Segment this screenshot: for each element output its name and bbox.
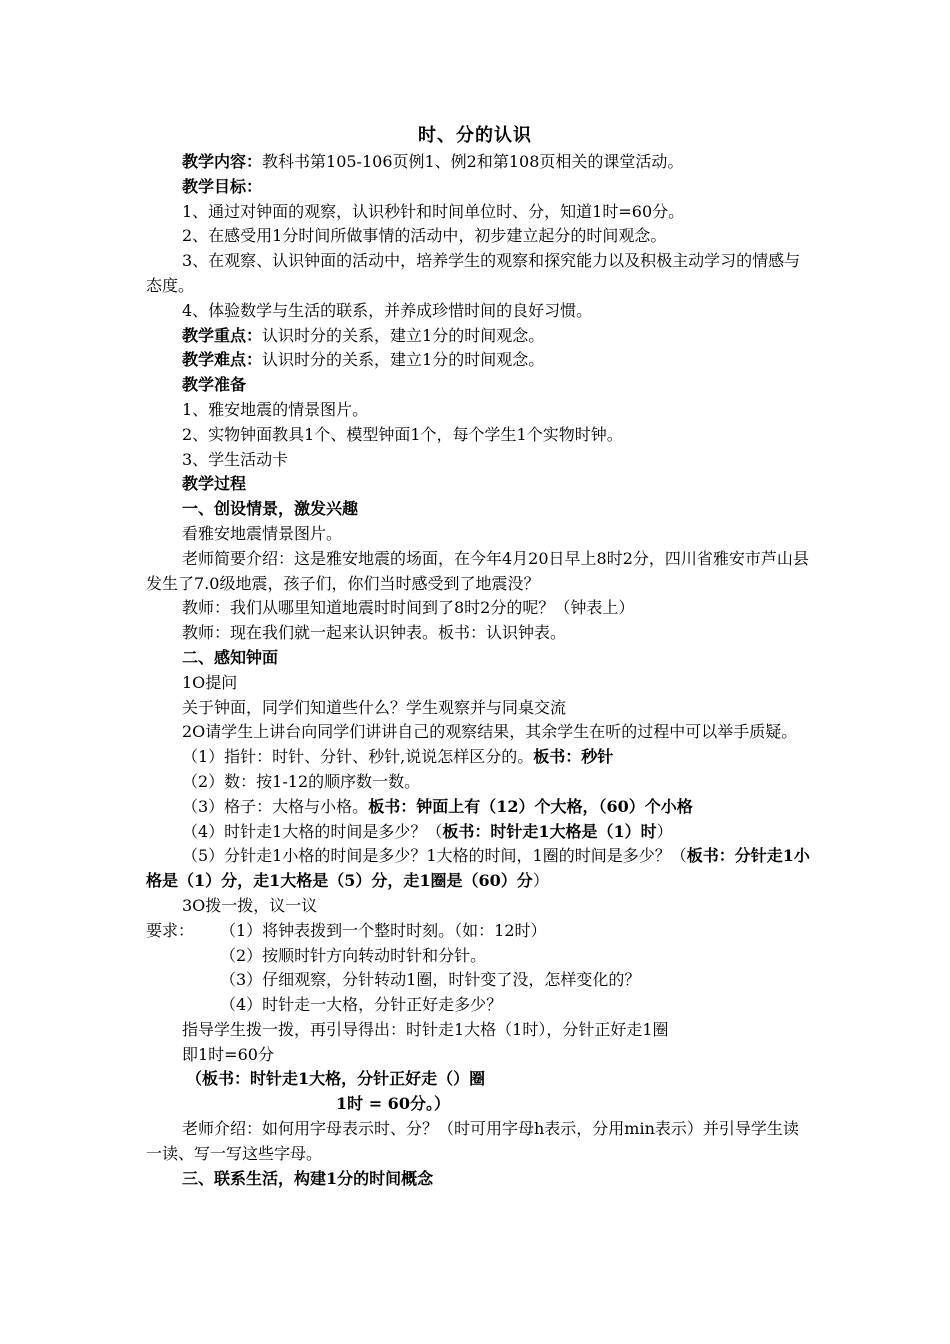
list-item: （4）时针走1大格的时间是多少？（板书：时针走1大格是（1）时） (182, 821, 673, 841)
process-heading: 教学过程 (182, 474, 247, 494)
requirement-label: 要求： (146, 920, 195, 940)
section-heading: 二、感知钟面 (182, 647, 279, 667)
teaching-content-text: 教科书第105-106页例1、例2和第108页相关的课堂活动。 (262, 152, 684, 171)
list-item: （3）格子：大格与小格。板书：钟面上有（12）个大格，（60）个小格 (182, 796, 693, 816)
paragraph: 教师：现在我们就一起来认识钟表。板书：认识钟表。 (182, 623, 567, 643)
document-body (146, 150, 814, 1191)
difficulty-label: 教学难点： (182, 350, 263, 370)
section-heading: 一、创设情景，激发兴趣 (182, 499, 359, 519)
requirement: 要求： （1）将钟表拨到一个整时时刻。（如：12时） (146, 919, 814, 944)
paragraph: 3O拨一拨，议一议 (182, 895, 318, 915)
key-point (146, 324, 814, 349)
board-note: 板书：秒针 (533, 747, 614, 767)
objective-item: 1、通过对钟面的观察，认识秒针和时间单位时、分，知道1时=60分。 (182, 201, 685, 221)
preparation-item: 3、学生活动卡 (182, 449, 289, 469)
teaching-content-label: 教学内容： (182, 152, 263, 171)
preparation-item: 2、实物钟面教具1个、模型钟面1个，每个学生1个实物时钟。 (182, 424, 623, 444)
paragraph: 2O请学生上讲台向同学们讲讲自己的观察结果，其余学生在听的过程中可以举手质疑。 (182, 722, 798, 742)
section-heading: 三、联系生活，构建1分的时间概念 (182, 1168, 434, 1188)
key-point-label: 教学重点： (182, 325, 263, 345)
paragraph: 看雅安地震情景图片。 (182, 523, 343, 543)
board-note: 板书：时针走1大格是（1）时 (442, 821, 657, 841)
requirement: （4）时针走一大格，分针正好走多少？ (220, 995, 503, 1015)
key-point-text: 认识时分的关系，建立1分的时间观念。 (262, 325, 545, 345)
requirement: （3）仔细观察，分针转动1圈，时针变了没，怎样变化的？ (220, 970, 641, 990)
paragraph: 老师介绍：如何用字母表示时、分？（时可用字母h表示，分用min表示）并引导学生读一读、写一写这些字母。 (146, 1119, 799, 1163)
objectives-heading: 教学目标： (182, 176, 263, 196)
difficulty-text: 认识时分的关系，建立1分的时间观念。 (262, 350, 545, 370)
list-item: （5）分针走1小格的时间是多少？1大格的时间，1圈的时间是多少？（板书：分针走1小格是（1）分，走1大格是（5）分，走1圈是（60）分） (146, 846, 810, 891)
paragraph: 教师：我们从哪里知道地震时时间到了8时2分的呢？（钟表上） (182, 598, 635, 618)
paragraph: 指导学生拨一拨，再引导得出：时针走1大格（1时），分针正好走1圈 (182, 1019, 669, 1039)
objective-item: 4、体验数学与生活的联系，并养成珍惜时间的良好习惯。 (182, 300, 593, 320)
list-item: （1）指针：时针、分针、秒针,说说怎样区分的。板书：秒针 (182, 747, 614, 767)
paragraph: 关于钟面，同学们知道些什么？学生观察并与同桌交流 (182, 697, 567, 717)
board-note: 板书：分针走1小格是（1）分，走1大格是（5）分，走1圈是（60）分 (146, 846, 810, 891)
preparation-heading: 教学准备 (182, 375, 247, 395)
paragraph: 老师简要介绍：这是雅安地震的场面，在今年4月20日早上8时2分，四川省雅安市芦山县发生了7.0级地震，孩子们，你们当时感受到了地震没？ (146, 548, 809, 593)
objective-item: 2、在感受用1分时间所做事情的活动中，初步建立起分的时间观念。 (182, 226, 667, 246)
board-note: 1时 = 60分。） (336, 1094, 450, 1114)
difficulty (146, 348, 814, 373)
teaching-content (146, 150, 814, 175)
paragraph: 即1时=60分 (182, 1044, 274, 1064)
paragraph: 1O提问 (182, 672, 238, 692)
list-item: （2）数：按1-12的顺序数一数。 (182, 771, 421, 791)
board-note: 板书：钟面上有（12）个大格，（60）个小格 (368, 796, 693, 816)
requirement: （2）按顺时针方向转动时针和分针。 (220, 945, 487, 965)
board-note: （板书：时针走1大格，分针正好走（）圈 (186, 1069, 486, 1089)
preparation-item: 1、雅安地震的情景图片。 (182, 399, 369, 419)
document-title: 时、分的认识 (418, 125, 532, 146)
objective-item: 3、在观察、认识钟面的活动中，培养学生的观察和探究能力以及积极主动学习的情感与态度。 (146, 251, 801, 295)
